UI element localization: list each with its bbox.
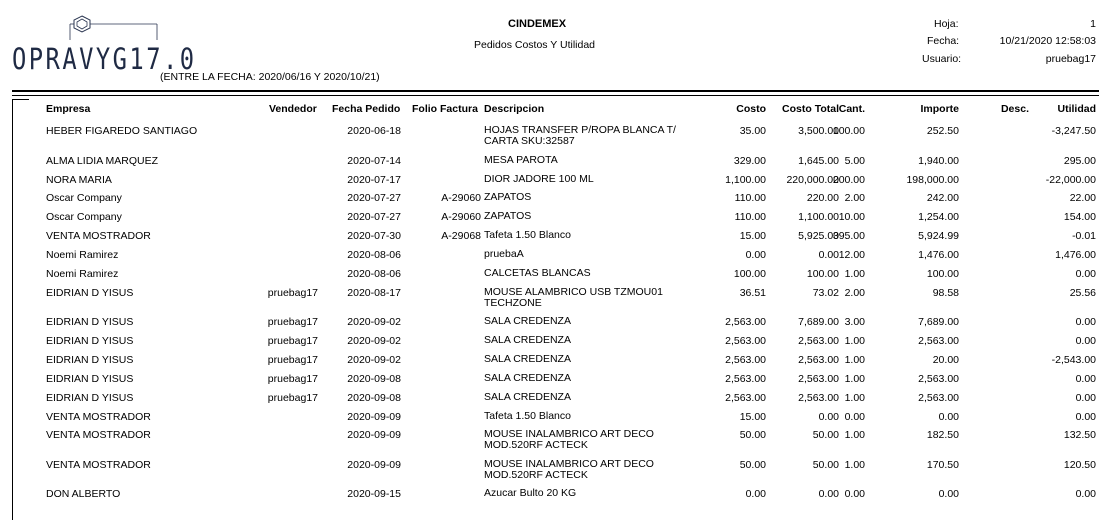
cell-empresa: EIDRIAN D YISUS	[46, 392, 134, 404]
cell-fecha: 2020-09-09	[347, 411, 401, 423]
cell-fecha: 2020-07-14	[347, 155, 401, 167]
cell-cant: 3.00	[844, 316, 865, 328]
cell-cant: 2.00	[844, 287, 865, 299]
cell-cant: 0.00	[844, 411, 865, 423]
col-header-utilidad: Utilidad	[1057, 103, 1096, 115]
cell-utilidad: 22.00	[1069, 192, 1096, 204]
cell-utilidad: 0.00	[1075, 335, 1096, 347]
cell-empresa: DON ALBERTO	[46, 488, 121, 500]
company-logo	[12, 14, 197, 76]
report-title: Pedidos Costos Y Utilidad	[474, 39, 596, 51]
cell-costo-total: 0.00	[818, 249, 839, 261]
cell-descripcion: ZAPATOS	[484, 191, 532, 203]
cell-folio: A-29060	[441, 192, 481, 204]
cell-importe: 1,940.00	[918, 155, 959, 167]
cell-costo-total: 2,563.00	[798, 335, 839, 347]
cell-descripcion: ZAPATOS	[484, 210, 532, 222]
cell-empresa: Noemi Ramirez	[46, 249, 119, 261]
cell-costo: 0.00	[745, 249, 766, 261]
col-header-folio: Folio Factura	[412, 103, 478, 115]
cell-utilidad: 0.00	[1075, 268, 1096, 280]
cell-utilidad: -3,247.50	[1051, 125, 1096, 137]
cell-fecha: 2020-08-17	[347, 287, 401, 299]
cell-vendedor: pruebag17	[267, 354, 318, 366]
col-header-cant: Cant.	[838, 103, 865, 115]
cell-vendedor: pruebag17	[267, 287, 318, 299]
cell-fecha: 2020-09-15	[347, 488, 401, 500]
cell-importe: 1,254.00	[918, 211, 959, 223]
cell-fecha: 2020-07-27	[347, 192, 401, 204]
cell-cant: 10.00	[838, 211, 865, 223]
cell-descripcion: SALA CREDENZA	[484, 372, 571, 384]
cell-utilidad: 25.56	[1069, 287, 1096, 299]
cell-costo: 36.51	[739, 287, 766, 299]
cell-utilidad: -2,543.00	[1051, 354, 1096, 366]
cell-costo: 329.00	[733, 155, 766, 167]
cell-empresa: Noemi Ramirez	[46, 268, 119, 280]
cell-utilidad: -0.01	[1072, 230, 1096, 242]
cell-cant: 0.00	[844, 488, 865, 500]
cell-costo-total: 50.00	[812, 459, 839, 471]
cell-cant: 1.00	[844, 268, 865, 280]
col-header-vendedor: Vendedor	[269, 103, 317, 115]
cell-cant: 2.00	[844, 192, 865, 204]
cell-descripcion: MESA PAROTA	[484, 154, 558, 166]
left-bracket-divider	[12, 99, 29, 520]
cell-costo-total: 0.00	[818, 488, 839, 500]
cell-empresa: ALMA LIDIA MARQUEZ	[46, 155, 159, 167]
cell-cant: 1.00	[844, 373, 865, 385]
cell-utilidad: 0.00	[1075, 411, 1096, 423]
logo-text: OPRAVYG17.0	[12, 42, 197, 76]
col-header-costo-total: Costo Total	[782, 103, 839, 115]
cell-costo-total: 3,500.00	[798, 125, 839, 137]
col-header-descripcion: Descripcion	[484, 103, 545, 115]
cell-empresa: Oscar Company	[46, 192, 122, 204]
cell-importe: 7,689.00	[918, 316, 959, 328]
cell-costo: 2,563.00	[725, 354, 766, 366]
cell-importe: 100.00	[926, 268, 959, 280]
cell-importe: 5,924.99	[918, 230, 959, 242]
cell-costo: 2,563.00	[725, 373, 766, 385]
logo-emblem-icon	[12, 14, 162, 44]
cell-cant: 100.00	[832, 125, 865, 137]
cell-cant: 395.00	[832, 230, 865, 242]
cell-descripcion: SALA CREDENZA	[484, 391, 571, 403]
cell-folio: A-29060	[441, 211, 481, 223]
page-label: Hoja:	[934, 18, 959, 30]
report-user: pruebag17	[1045, 53, 1096, 65]
cell-cant: 1.00	[844, 392, 865, 404]
cell-utilidad: 1,476.00	[1055, 249, 1096, 261]
cell-costo: 110.00	[734, 211, 766, 223]
cell-costo-total: 1,100.00	[798, 211, 839, 223]
cell-costo-total: 50.00	[812, 429, 839, 441]
cell-costo: 110.00	[734, 192, 766, 204]
cell-costo: 15.00	[739, 230, 766, 242]
cell-utilidad: 0.00	[1075, 316, 1096, 328]
cell-descripcion: Tafeta 1.50 Blanco	[484, 410, 571, 422]
cell-fecha: 2020-09-09	[347, 459, 401, 471]
cell-descripcion: SALA CREDENZA	[484, 353, 571, 365]
cell-descripcion: Azucar Bulto 20 KG	[484, 487, 577, 499]
cell-vendedor: pruebag17	[267, 392, 318, 404]
report-datetime: 10/21/2020 12:58:03	[999, 35, 1096, 47]
cell-costo: 15.00	[739, 411, 766, 423]
cell-fecha: 2020-08-06	[347, 268, 401, 280]
cell-fecha: 2020-09-02	[347, 354, 401, 366]
company-name: CINDEMEX	[508, 18, 567, 30]
cell-empresa: VENTA MOSTRADOR	[46, 230, 151, 242]
cell-descripcion: Tafeta 1.50 Blanco	[484, 229, 571, 241]
cell-costo-total: 100.00	[806, 268, 839, 280]
cell-fecha: 2020-09-08	[347, 373, 401, 385]
cell-importe: 20.00	[932, 354, 959, 366]
col-header-importe: Importe	[920, 103, 959, 115]
cell-descripcion: CALCETAS BLANCAS	[484, 267, 591, 279]
cell-costo: 35.00	[739, 125, 766, 137]
cell-costo: 50.00	[739, 429, 766, 441]
cell-importe: 2,563.00	[918, 335, 959, 347]
cell-costo: 2,563.00	[725, 335, 766, 347]
cell-importe: 198,000.00	[906, 174, 959, 186]
cell-costo-total: 220,000.00	[786, 174, 839, 186]
cell-cant: 1.00	[844, 429, 865, 441]
cell-descripcion: DIOR JADORE 100 ML	[484, 173, 594, 185]
cell-vendedor: pruebag17	[267, 316, 318, 328]
cell-cant: 12.00	[838, 249, 865, 261]
user-label: Usuario:	[922, 53, 962, 65]
cell-importe: 0.00	[938, 488, 959, 500]
cell-empresa: EIDRIAN D YISUS	[46, 335, 134, 347]
cell-fecha: 2020-07-30	[347, 230, 401, 242]
cell-cant: 1.00	[844, 335, 865, 347]
cell-utilidad: 0.00	[1075, 373, 1096, 385]
cell-fecha: 2020-09-02	[347, 316, 401, 328]
cell-descripcion: SALA CREDENZA	[484, 315, 571, 327]
cell-empresa: VENTA MOSTRADOR	[46, 459, 151, 471]
cell-cant: 1.00	[844, 459, 865, 471]
cell-utilidad: -22,000.00	[1045, 174, 1096, 186]
cell-costo-total: 2,563.00	[798, 354, 839, 366]
cell-descripcion: HOJAS TRANSFER P/ROPA BLANCA T/ CARTA SKU:32587	[484, 124, 676, 147]
date-range-label: (ENTRE LA FECHA: 2020/06/16 Y 2020/10/21)	[160, 71, 380, 83]
cell-costo: 100.00	[733, 268, 766, 280]
cell-importe: 242.00	[926, 192, 959, 204]
col-header-fecha: Fecha Pedido	[332, 103, 401, 115]
cell-vendedor: pruebag17	[267, 335, 318, 347]
cell-importe: 0.00	[938, 411, 959, 423]
cell-empresa: EIDRIAN D YISUS	[46, 287, 134, 299]
cell-costo-total: 73.02	[812, 287, 839, 299]
cell-costo-total: 2,563.00	[798, 392, 839, 404]
cell-costo-total: 0.00	[818, 411, 839, 423]
cell-vendedor: pruebag17	[267, 373, 318, 385]
cell-utilidad: 0.00	[1075, 488, 1096, 500]
cell-importe: 252.50	[926, 125, 959, 137]
cell-cant: 200.00	[832, 174, 865, 186]
cell-folio: A-29068	[441, 230, 481, 242]
header-rule-thin	[12, 95, 1099, 96]
cell-utilidad: 132.50	[1063, 429, 1096, 441]
cell-costo: 2,563.00	[725, 392, 766, 404]
cell-fecha: 2020-07-17	[347, 174, 401, 186]
cell-fecha: 2020-08-06	[347, 249, 401, 261]
cell-fecha: 2020-06-18	[347, 125, 401, 137]
cell-costo: 2,563.00	[725, 316, 766, 328]
cell-costo-total: 5,925.00	[798, 230, 839, 242]
cell-descripcion: SALA CREDENZA	[484, 334, 571, 346]
cell-cant: 5.00	[844, 155, 865, 167]
cell-empresa: EIDRIAN D YISUS	[46, 316, 134, 328]
cell-importe: 170.50	[926, 459, 959, 471]
cell-empresa: VENTA MOSTRADOR	[46, 411, 151, 423]
cell-costo-total: 7,689.00	[798, 316, 839, 328]
col-header-costo: Costo	[736, 103, 766, 115]
cell-costo: 50.00	[739, 459, 766, 471]
cell-descripcion: MOUSE INALAMBRICO ART DECO MOD.520RF ACTECK	[484, 428, 654, 451]
cell-utilidad: 0.00	[1075, 392, 1096, 404]
col-header-empresa: Empresa	[46, 103, 91, 115]
cell-descripcion: MOUSE INALAMBRICO ART DECO MOD.520RF ACTECK	[484, 458, 654, 481]
col-header-desc: Desc.	[1000, 103, 1029, 115]
cell-empresa: VENTA MOSTRADOR	[46, 429, 151, 441]
cell-utilidad: 154.00	[1063, 211, 1096, 223]
cell-importe: 2,563.00	[918, 392, 959, 404]
cell-costo: 0.00	[745, 488, 766, 500]
cell-fecha: 2020-09-02	[347, 335, 401, 347]
cell-costo-total: 2,563.00	[798, 373, 839, 385]
cell-costo: 1,100.00	[725, 174, 766, 186]
cell-descripcion: pruebaA	[484, 248, 524, 260]
cell-importe: 182.50	[926, 429, 959, 441]
cell-fecha: 2020-09-08	[347, 392, 401, 404]
date-label: Fecha:	[927, 35, 960, 47]
cell-utilidad: 120.50	[1063, 459, 1096, 471]
header-rule-thick	[12, 90, 1099, 92]
cell-empresa: EIDRIAN D YISUS	[46, 354, 134, 366]
cell-importe: 2,563.00	[918, 373, 959, 385]
cell-cant: 1.00	[844, 354, 865, 366]
cell-importe: 1,476.00	[918, 249, 959, 261]
cell-empresa: EIDRIAN D YISUS	[46, 373, 134, 385]
cell-fecha: 2020-09-09	[347, 429, 401, 441]
cell-empresa: NORA MARIA	[46, 174, 112, 186]
cell-costo-total: 220.00	[806, 192, 839, 204]
cell-empresa: Oscar Company	[46, 211, 122, 223]
cell-importe: 98.58	[932, 287, 959, 299]
cell-utilidad: 295.00	[1063, 155, 1096, 167]
cell-descripcion: MOUSE ALAMBRICO USB TZMOU01 TECHZONE	[484, 286, 663, 309]
cell-fecha: 2020-07-27	[347, 211, 401, 223]
cell-costo-total: 1,645.00	[798, 155, 839, 167]
cell-empresa: HEBER FIGAREDO SANTIAGO	[46, 125, 198, 137]
page-number: 1	[1090, 18, 1096, 30]
